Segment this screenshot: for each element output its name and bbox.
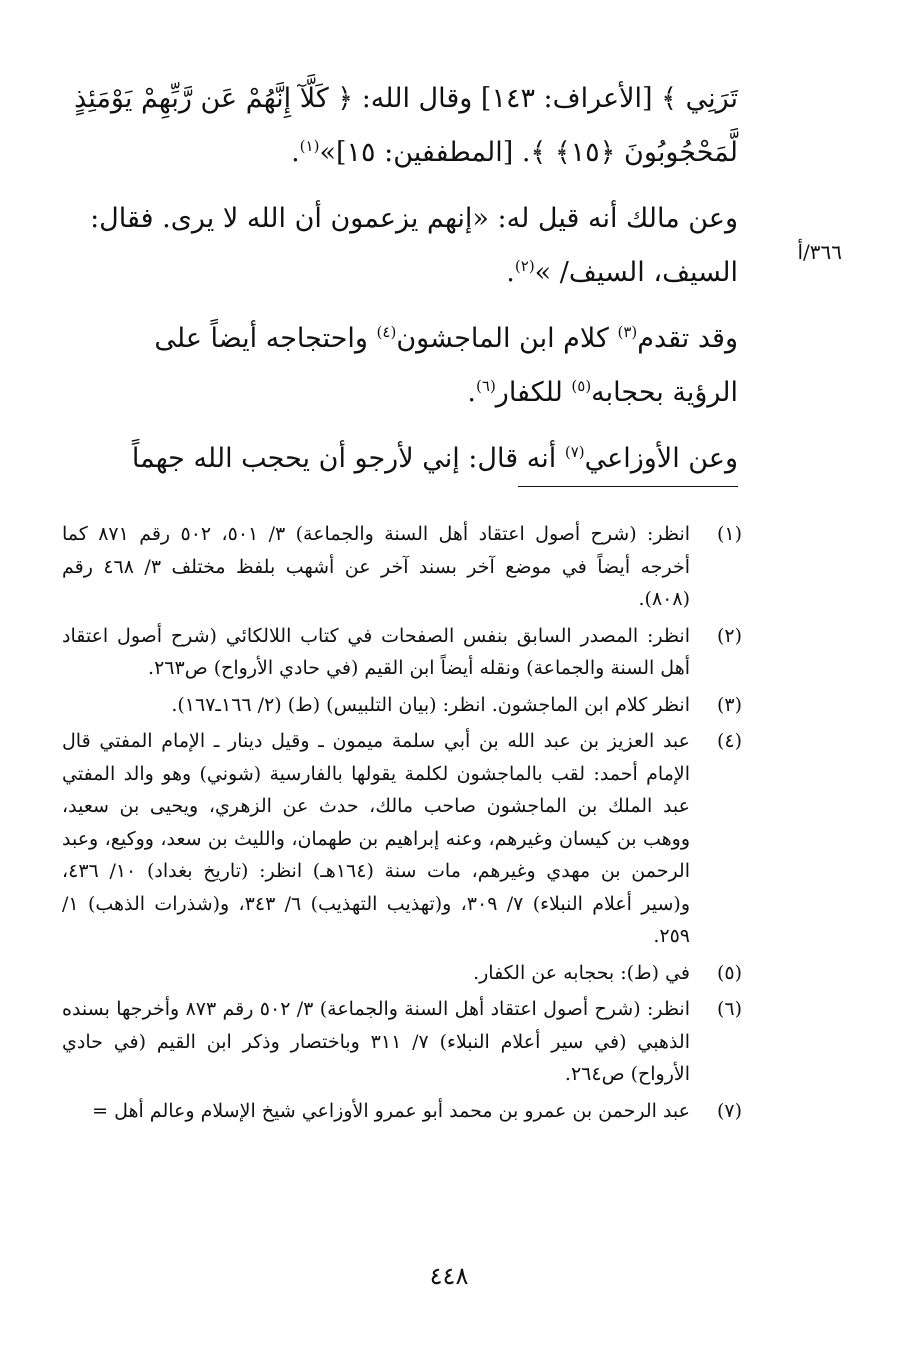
footnote-marker: (٤) [376, 323, 397, 341]
footnote-number: (٥) [716, 961, 742, 984]
main-line-text: . [467, 377, 477, 408]
main-line-text: كلام ابن الماجشون [396, 323, 618, 354]
footnote-2 [62, 620, 742, 685]
main-line-2 [66, 126, 738, 180]
main-line-text: . [291, 137, 300, 168]
main-line-4 [66, 246, 738, 300]
footnote-7 [62, 1095, 742, 1128]
footnote-text: انظر: (شرح أصول اعتقاد أهل السنة والجماعة) ٣/ ٥٠٢ رقم ٨٧٣ وأخرجها بسنده الذهبي (في سير أعلام النبلاء) ٧/ ٣١١ وباختصار وذكر ابن القيم (في حادي الأرواح) ص٢٦٤. [62, 998, 690, 1085]
main-line-text: وعن مالك أنه قيل له: «إنهم يزعمون أن الله لا يرى. فقال: [90, 203, 738, 234]
main-line-text: . [506, 257, 515, 288]
footnote-text: انظر: (شرح أصول اعتقاد أهل السنة والجماعة) ٣/ ٥٠١، ٥٠٢ رقم ٨٧١ كما أخرجه أيضاً في موضع آخر بسند آخر عن أشهب بلفظ مختلف ٣/ ٤٦٨ رقم (٨٠٨). [62, 523, 691, 610]
footnotes-list [62, 518, 742, 1131]
footnote-number: (٢) [716, 624, 742, 647]
main-line-text: الرؤية بحجابه [591, 377, 738, 408]
footnote-3 [62, 689, 742, 722]
main-line-text: واحتجاجه أيضاً على [154, 323, 377, 354]
footnote-marker: (٣) [617, 323, 638, 341]
main-line-7 [66, 432, 738, 486]
footnote-marker: (١) [299, 137, 320, 155]
footnote-text: انظر كلام ابن الماجشون. انظر: (بيان التلبيس) (ط) (٢/ ١٦٦ـ١٦٧). [171, 693, 690, 716]
footnote-5 [62, 957, 742, 990]
footnote-number: (٦) [716, 998, 742, 1020]
footnote-6 [62, 993, 742, 1091]
footnote-marker: (٥) [571, 377, 592, 395]
main-line-text: تَرَنِي ﴾ [الأعراف: ١٤٣] وقال الله: ﴿ كَلَّآ إِنَّهُمْ عَن رَّبِّهِمْ يَوْمَئِذٍ [74, 83, 738, 114]
footnote-number: (٧) [716, 1099, 742, 1122]
footnote-4 [62, 725, 742, 953]
footnote-marker: (٢) [514, 257, 535, 275]
manuscript-folio-note: ٣٦٦/أ [797, 240, 842, 264]
main-line-5 [66, 312, 738, 366]
main-line-text: أنه قال: إني لأرجو أن يحجب الله جهماً [131, 443, 565, 474]
main-line-1 [66, 72, 738, 126]
page-number: ٤٤٨ [429, 1262, 469, 1290]
footnote-number: (٣) [716, 693, 742, 716]
footnote-number: (٤) [716, 730, 742, 752]
main-line-text: السيف، السيف/ » [534, 257, 738, 288]
footnote-marker: (٧) [564, 443, 585, 461]
main-line-text: لَّمَحْجُوبُونَ ﴿١٥﴾ ﴾. [المطففين: ١٥]» [319, 137, 738, 168]
footnote-text: انظر: المصدر السابق بنفس الصفحات في كتاب اللالكائي (شرح أصول اعتقاد أهل السنة والجماعة) ونقله أيضاً ابن القيم (في حادي الأرواح) ص٢٦٣. [62, 624, 690, 679]
main-line-text: للكفار [495, 377, 572, 408]
footnote-text: عبد الرحمن بن عمرو بن محمد أبو عمرو الأوزاعي شيخ الإسلام وعالم أهل = [92, 1099, 690, 1122]
footnote-marker: (٦) [476, 377, 496, 395]
footnote-separator [518, 486, 738, 487]
main-line-text: وعن الأوزاعي [584, 443, 738, 474]
footnote-number: (١) [716, 523, 742, 545]
footnote-1 [62, 518, 742, 616]
footnote-text: في (ط): بحجابه عن الكفار. [473, 961, 690, 984]
main-line-text: وقد تقدم [637, 323, 738, 354]
main-line-3 [66, 192, 738, 246]
footnote-text: عبد العزيز بن عبد الله بن أبي سلمة ميمون ـ وقيل دينار ـ الإمام المفتي قال الإمام أحمد: لقب بالماجشون لكلمة يقولها بالفارسية (شوني) وهو والد المفتي عبد الملك بن الماجشون صاحب مالك، حدث عن الزهري، ويحيى بن سعيد، ووهب بن كيسان وغيرهم، وعنه إبراهيم بن طهمان، والليث بن سعد، ووكيع، وعبد الرحمن بن مهدي وغيرهم، مات سنة (١٦٤هـ) انظر: (تاريخ بغداد) ١٠/ ٤٣٦، و(سير أعلام النبلاء) ٧/ ٣٠٩، و(تهذيب التهذيب) ٦/ ٣٤٣، و(شذرات الذهب) ١/ ٢٥٩. [62, 730, 690, 947]
main-line-6 [66, 366, 738, 420]
main-text-block [66, 72, 738, 486]
